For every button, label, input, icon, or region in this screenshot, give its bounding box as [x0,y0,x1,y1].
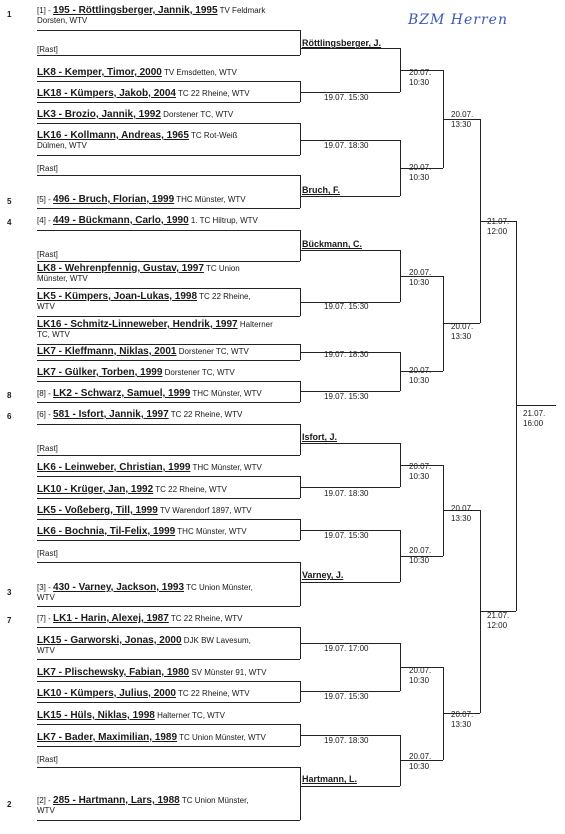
match-time: 19.07. 15:30 [324,302,369,311]
match-time: 19.07. 18:30 [324,141,369,150]
bracket-line [300,123,301,155]
bracket-line [37,627,300,628]
bracket-line [300,424,301,455]
bracket-line [37,344,300,345]
bracket-line [300,48,400,49]
player-entry: LK8 - Kemper, Timor, 2000 TV Emsdetten, WTV [37,67,237,78]
bracket-line [300,140,400,141]
bye-label: [Rast] [37,164,58,173]
match-time: 20.07. 10:30 [409,666,432,685]
bracket-line [300,92,400,93]
player-entry: [5] - 496 - Bruch, Florian, 1999 THC Münster, WTV [37,194,246,205]
bye-label: [Rast] [37,45,58,54]
bracket-line [37,316,300,317]
match-time: 20.07. 10:30 [409,546,432,565]
match-time: 21.07. 16:00 [523,409,546,428]
bracket-line [400,276,443,277]
bye-label: [Rast] [37,250,58,259]
player-entry: LK15 - Hüls, Niklas, 1998 Halterner TC, WTV [37,710,225,721]
bracket-line [37,424,300,425]
bracket-line [37,155,300,156]
match-time: 20.07. 10:30 [409,752,432,771]
player-entry: LK6 - Leinweber, Christian, 1999 THC Münster, WTV [37,462,262,473]
bye-winner: Hartmann, L. [302,774,358,784]
bracket-line [300,196,400,197]
match-time: 19.07. 18:30 [324,736,369,745]
bracket-line [516,221,517,611]
bracket-line [37,681,300,682]
bracket-line [37,288,300,289]
bracket-line [37,360,300,361]
seed-number: 3 [7,588,12,597]
bracket-line [37,102,300,103]
bracket-line [400,371,443,372]
match-time: 19.07. 15:30 [324,93,369,102]
player-entry: LK10 - Kümpers, Julius, 2000 TC 22 Rheine, WTV [37,688,250,699]
player-entry: LK10 - Krüger, Jan, 1992 TC 22 Rheine, WTV [37,484,227,495]
player-entry: LK5 - Voßeberg, Till, 1999 TV Warendorf 1897, WTV [37,505,252,516]
bracket-line [300,175,301,208]
bracket-line [37,30,300,31]
bracket-line [400,168,443,169]
match-time: 19.07. 15:30 [324,392,369,401]
match-time: 20.07. 10:30 [409,163,432,182]
bracket-line [37,746,300,747]
player-entry: [1] - 195 - Röttlingsberger, Jannik, 1995 TV Feldmark Dorsten, WTV [37,5,266,25]
match-time: 20.07. 10:30 [409,462,432,481]
player-entry: [4] - 449 - Bückmann, Carlo, 1990 1. TC Hiltrup, WTV [37,215,258,226]
bracket-line [300,786,400,787]
bracket-line [37,820,300,821]
bracket-line [400,667,443,668]
bracket-line [443,510,480,511]
player-entry: LK16 - Schmitz-Linneweber, Hendrik, 1997 Halterner TC, WTV [37,319,273,339]
bracket-line [37,562,300,563]
match-time: 20.07. 13:30 [451,322,474,341]
bracket-line [37,230,300,231]
bracket-line [443,323,480,324]
player-entry: [8] - LK2 - Schwarz, Samuel, 1999 THC Münster, WTV [37,388,262,399]
match-time: 20.07. 10:30 [409,268,432,287]
match-time: 20.07. 13:30 [451,504,474,523]
bye-label: [Rast] [37,755,58,764]
player-entry: [2] - 285 - Hartmann, Lars, 1988 TC Union Münster, WTV [37,795,249,815]
bracket-line [37,476,300,477]
player-entry: LK18 - Kümpers, Jakob, 2004 TC 22 Rheine, WTV [37,88,250,99]
player-entry: LK5 - Kümpers, Joan-Lukas, 1998 TC 22 Rheine, WTV [37,291,251,311]
bracket-line [480,221,516,222]
match-time: 21.07. 12:00 [487,611,510,630]
bye-winner: Röttlingsberger, J. [302,38,382,48]
player-entry: LK7 - Bader, Maximilian, 1989 TC Union Münster, WTV [37,732,266,743]
player-entry: LK8 - Wehrenpfennig, Gustav, 1997 TC Union Münster, WTV [37,263,240,283]
bye-winner: Bückmann, C. [302,239,363,249]
bracket-line [37,724,300,725]
player-entry: LK6 - Bochnia, Til-Felix, 1999 THC Münster, WTV [37,526,247,537]
player-entry: LK7 - Gülker, Torben, 1999 Dorstener TC, WTV [37,367,235,378]
bracket-line [516,405,556,406]
match-time: 20.07. 13:30 [451,110,474,129]
bracket-line [480,611,516,612]
handwritten-note: BZM Herren [408,12,508,28]
bye-label: [Rast] [37,549,58,558]
bracket-line [300,352,400,353]
bracket-line [37,81,300,82]
player-entry: LK7 - Kleffmann, Niklas, 2001 Dorstener TC, WTV [37,346,249,357]
bracket-line [300,230,301,261]
bracket-line [300,562,301,606]
bracket-line [400,70,443,71]
bracket-line [37,175,300,176]
match-time: 19.07. 15:30 [324,692,369,701]
bracket-line [300,487,400,488]
bracket-line [37,402,300,403]
bracket-line [443,713,480,714]
bracket-line [37,540,300,541]
bracket-line [37,498,300,499]
match-time: 20.07. 13:30 [451,710,474,729]
bracket-line [37,123,300,124]
match-time: 19.07. 18:30 [324,489,369,498]
bye-winner: Bruch, F. [302,185,341,195]
seed-number: 1 [7,10,12,19]
bracket-line [37,381,300,382]
bracket-line [300,691,400,692]
bracket-line [300,30,301,55]
seed-number: 8 [7,391,12,400]
seed-number: 2 [7,800,12,809]
player-entry: LK3 - Brozio, Jannik, 1992 Dorstener TC, WTV [37,109,234,120]
bracket-line [443,119,480,120]
bracket-line [37,767,300,768]
player-entry: LK16 - Kollmann, Andreas, 1965 TC Rot-Weiß Dülmen, WTV [37,130,238,150]
bracket-line [300,643,400,644]
player-entry: LK15 - Garworski, Jonas, 2000 DJK BW Lavesum, WTV [37,635,251,655]
bracket-line [400,760,443,761]
bye-winner: Isfort, J. [302,432,338,442]
bracket-line [37,702,300,703]
bracket-line [300,302,400,303]
seed-number: 4 [7,218,12,227]
player-entry: LK7 - Plischewsky, Fabian, 1980 SV Münster 91, WTV [37,667,267,678]
bracket-line [300,735,400,736]
bracket-line [300,391,400,392]
match-time: 19.07. 15:30 [324,531,369,540]
bracket-line [37,208,300,209]
bracket-line [37,519,300,520]
player-entry: [3] - 430 - Varney, Jackson, 1993 TC Union Münster, WTV [37,582,253,602]
bracket-line [400,556,443,557]
seed-number: 6 [7,412,12,421]
match-time: 19.07. 17:00 [324,644,369,653]
bye-winner: Varney, J. [302,570,344,580]
bracket-line [300,443,400,444]
bracket-line [400,465,443,466]
player-entry: [6] - 581 - Isfort, Jannik, 1997 TC 22 Rheine, WTV [37,409,243,420]
bye-label: [Rast] [37,444,58,453]
bracket-line [300,767,301,820]
seed-number: 7 [7,616,12,625]
match-time: 20.07. 10:30 [409,68,432,87]
match-time: 21.07. 12:00 [487,217,510,236]
bracket-line [37,261,300,262]
bracket-line [37,55,300,56]
match-time: 19.07. 18:30 [324,350,369,359]
seed-number: 5 [7,197,12,206]
bracket-line [300,530,400,531]
bracket-line [300,250,400,251]
bracket-line [300,582,400,583]
bracket-line [37,606,300,607]
player-entry: [7] - LK1 - Harin, Alexej, 1987 TC 22 Rheine, WTV [37,613,243,624]
bracket-line [37,659,300,660]
match-time: 20.07. 10:30 [409,366,432,385]
bracket-line [37,455,300,456]
